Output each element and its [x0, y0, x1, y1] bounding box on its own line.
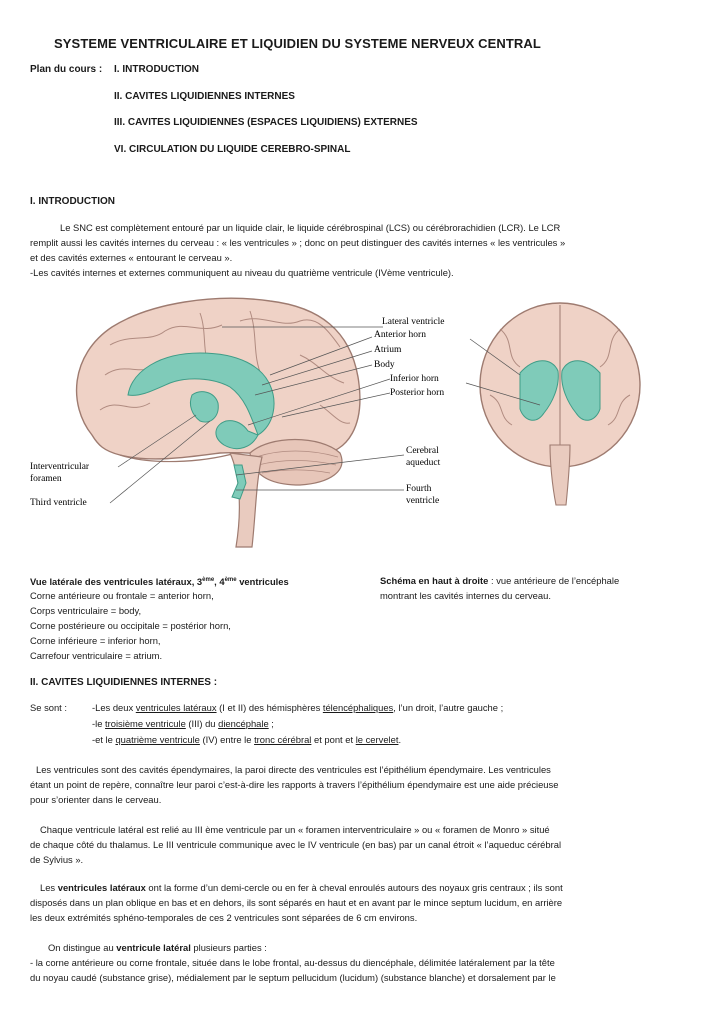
caption-left-line-5: Carrefour ventriculaire = atrium. — [30, 650, 163, 661]
label-ventricle: ventricle — [406, 496, 440, 506]
plan-item-4: VI. CIRCULATION DU LIQUIDE CEREBRO-SPINAL — [114, 144, 351, 155]
para2-line-2: de chaque côté du thalamus. Le III ventricule communique avec le IV ventricule (en bas) par un canal étroit « l’aqueduc cérébral — [30, 839, 562, 850]
plan-item-3: III. CAVITES LIQUIDIENNES (ESPACES LIQUIDIENS) EXTERNES — [114, 117, 418, 128]
section2-heading: II. CAVITES LIQUIDIENNES INTERNES : — [30, 677, 218, 688]
label-posterior-horn: Posterior horn — [390, 388, 445, 398]
label-inferior-horn: Inferior horn — [390, 374, 439, 384]
caption-left-line-2: Corps ventriculaire = body, — [30, 605, 142, 616]
para2-line-3: de Sylvius ». — [30, 854, 84, 865]
plan-item-2: II. CAVITES LIQUIDIENNES INTERNES — [114, 91, 295, 102]
label-atrium: Atrium — [374, 345, 402, 355]
label-lateral-ventricle: Lateral ventricle — [382, 317, 445, 327]
para3-line-3: les deux extrémités sphéno-temporales de ces 2 ventricules sont séparées de 6 cm environs. — [30, 912, 418, 923]
caption-left-line-1: Corne antérieure ou frontale = anterior horn, — [30, 590, 214, 601]
caption-right-line-1: Schéma en haut à droite : vue antérieure de l’encéphale — [380, 575, 620, 586]
intro-line-2: remplit aussi les cavités internes du cerveau : « les ventricules » ; donc on peut distinguer des cavités internes « les ventricules » — [30, 237, 566, 248]
para4-line-1: On distingue au ventricule latéral plusieurs parties : — [48, 942, 267, 953]
label-interventricular: Interventricular — [30, 462, 90, 472]
intro-line-4: -Les cavités internes et externes communiquent au niveau du quatrième ventricule (IVème ventricule). — [30, 267, 454, 278]
label-foramen: foramen — [30, 474, 62, 484]
caption-right-line-2: montrant les cavités internes du cerveau. — [380, 590, 551, 601]
para2-line-1: Chaque ventricule latéral est relié au III ème ventricule par un « foramen interventriculaire » ou « foramen de Monro » situé — [40, 824, 550, 835]
bullet-1: -Les deux ventricules latéraux (I et II) des hémisphères télencéphaliques, l’un droit, l’autre gauche ; — [92, 702, 504, 713]
para1-line-1: Les ventricules sont des cavités épendymaires, la paroi directe des ventricules est l’épithélium épendymaire. Les ventricules — [36, 764, 551, 775]
label-body: Body — [374, 360, 395, 370]
page-title: SYSTEME VENTRICULAIRE ET LIQUIDIEN DU SYSTEME NERVEUX CENTRAL — [54, 36, 541, 51]
intro-heading: I. INTRODUCTION — [30, 196, 115, 207]
label-third-ventricle: Third ventricle — [30, 498, 87, 508]
anterior-brain-illustration — [480, 303, 640, 505]
label-anterior-horn: Anterior horn — [374, 330, 426, 340]
lateral-brain-illustration — [77, 298, 360, 547]
para1-line-3: pour s’orienter dans le cerveau. — [30, 794, 162, 805]
caption-left-line-4: Corne inférieure = inferior horn, — [30, 635, 161, 646]
se-sont-label: Se sont : — [30, 702, 68, 713]
label-aqueduct: aqueduct — [406, 458, 441, 468]
plan-label: Plan du cours : — [30, 64, 103, 75]
para3-line-1: Les ventricules latéraux ont la forme d’un demi-cercle ou en fer à cheval enroulés autours des noyaux gris centraux ; ils sont — [40, 882, 563, 893]
caption-left-line-3: Corne postérieure ou occipitale = postérior horn, — [30, 620, 231, 631]
bullet-3: -et le quatrième ventricule (IV) entre le tronc cérébral et pont et le cervelet. — [92, 734, 402, 745]
para4-line-3: du noyau caudé (substance grise), médialement par le septum pellucidum (lucidum) (substance blanche) et dorsalement par le — [30, 972, 556, 983]
caption-left-title: Vue latérale des ventricules latéraux, 3ème, 4ème ventricules — [30, 576, 289, 588]
para4-line-2: - la corne antérieure ou corne frontale, située dans le lobe frontal, au-dessus du diencéphale, délimitée latéralement par la tête — [30, 957, 555, 968]
para3-line-2: disposés dans un plan oblique en bas et en dehors, ils sont séparés en haut et en avant par le mince septum lucidum, en arrière — [30, 897, 563, 908]
ventricular-system-figure — [0, 285, 720, 570]
plan-item-1: I. INTRODUCTION — [114, 64, 199, 75]
bullet-2: -le troisième ventricule (III) du diencéphale ; — [92, 718, 274, 729]
intro-line-1: Le SNC est complètement entouré par un liquide clair, le liquide cérébrospinal (LCS) ou cérébrorachidien (LCR). Le LCR — [60, 222, 561, 233]
label-fourth: Fourth — [406, 484, 432, 494]
intro-line-3: et des cavités externes « entourant le cerveau ». — [30, 252, 233, 263]
label-cerebral: Cerebral — [406, 446, 439, 456]
para1-line-2: étant un point de repère, connaître leur paroi c’est-à-dire les rapports à travers l’épithélium épendymaire est une aide précieuse — [30, 779, 559, 790]
